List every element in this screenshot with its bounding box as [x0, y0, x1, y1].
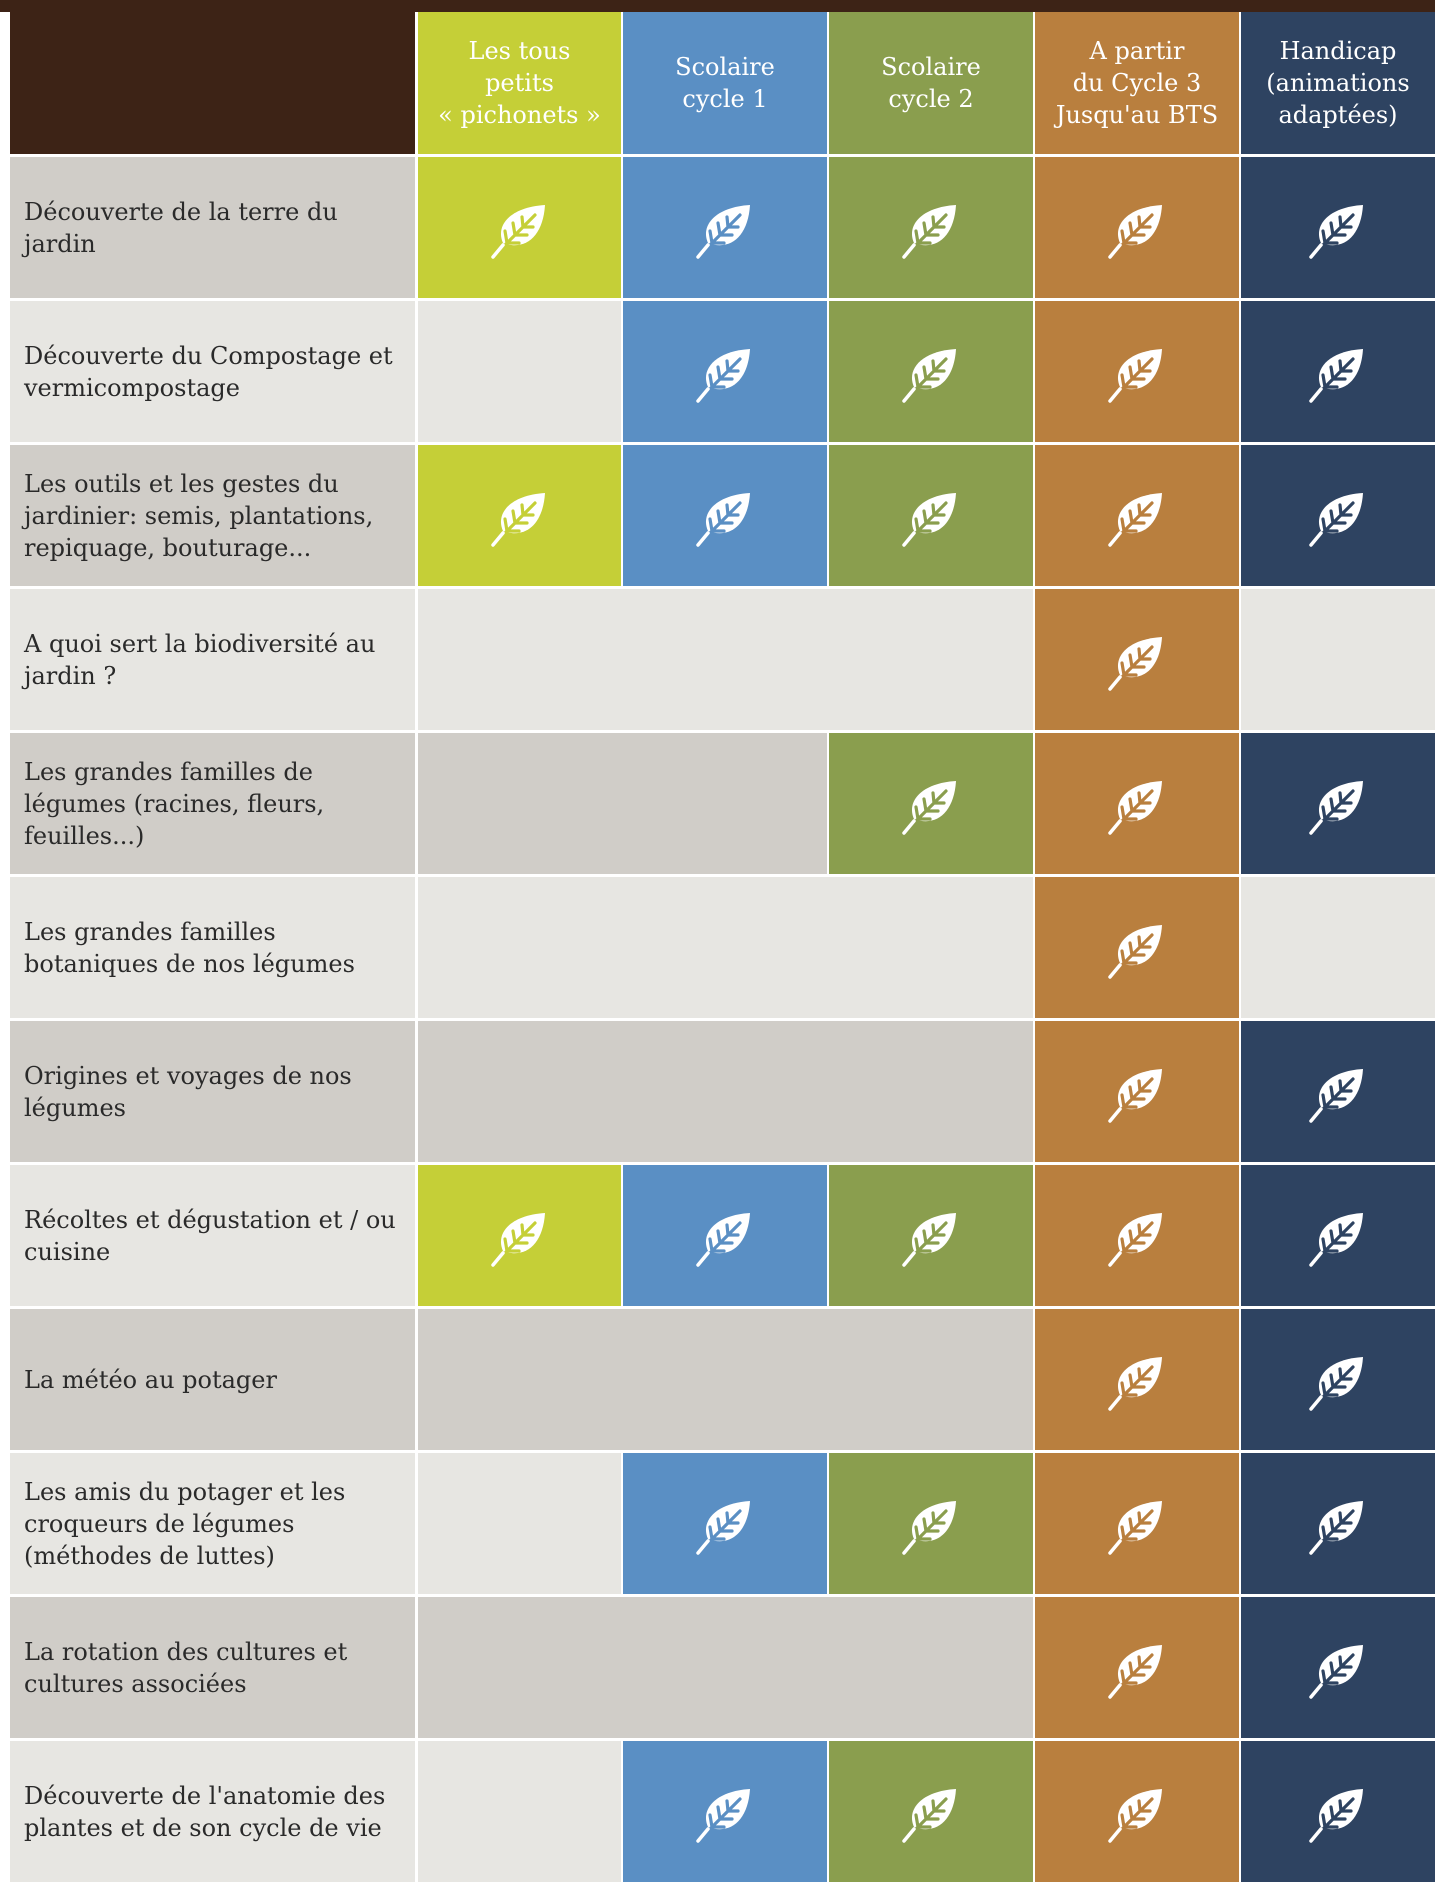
cell-cycle1 [623, 1453, 827, 1594]
leaf-icon [694, 1493, 756, 1555]
leaf-icon [1106, 1349, 1168, 1411]
leaf-icon [694, 1781, 756, 1843]
cell-pichonets [418, 445, 621, 586]
cell-cycle3 [1035, 733, 1239, 874]
leaf-icon [489, 197, 551, 259]
leaf-icon [1307, 1493, 1369, 1555]
leaf-icon [1307, 1349, 1369, 1411]
row-label: Origines et voyages de nos légumes [10, 1021, 415, 1162]
column-header-cycle2: Scolaire cycle 2 [829, 12, 1033, 154]
leaf-icon [1106, 629, 1168, 691]
row-label: Les grandes familles de légumes (racines, fleurs, feuilles...) [10, 733, 415, 874]
cell-cycle3 [1035, 1741, 1239, 1882]
leaf-icon [900, 341, 962, 403]
cell-cycle2 [829, 1165, 1033, 1306]
leaf-icon [1106, 1205, 1168, 1267]
leaf-icon [1106, 773, 1168, 835]
leaf-icon [900, 773, 962, 835]
header-corner [10, 12, 415, 154]
leaf-icon [900, 1781, 962, 1843]
leaf-icon [694, 1205, 756, 1267]
empty-cell [1241, 877, 1435, 1018]
cell-handicap [1241, 1597, 1435, 1738]
cell-cycle3 [1035, 1309, 1239, 1450]
cell-cycle3 [1035, 1165, 1239, 1306]
leaf-icon [900, 485, 962, 547]
cell-cycle3 [1035, 445, 1239, 586]
leaf-icon [1307, 1061, 1369, 1123]
row-label: Les amis du potager et les croqueurs de légumes (méthodes de luttes) [10, 1453, 415, 1594]
empty-cell [418, 1741, 621, 1882]
leaf-icon [1307, 197, 1369, 259]
empty-cell [418, 589, 1033, 730]
row-label: Les outils et les gestes du jardinier: semis, plantations, repiquage, bouturage... [10, 445, 415, 586]
leaf-icon [694, 341, 756, 403]
row-label: Récoltes et dégustation et / ou cuisine [10, 1165, 415, 1306]
leaf-icon [1307, 1205, 1369, 1267]
leaf-icon [900, 1205, 962, 1267]
leaf-icon [1307, 485, 1369, 547]
cell-handicap [1241, 733, 1435, 874]
leaf-icon [1106, 1061, 1168, 1123]
column-header-cycle3: A partir du Cycle 3 Jusqu'au BTS [1035, 12, 1239, 154]
cell-cycle3 [1035, 1021, 1239, 1162]
row-label: Découverte du Compostage et vermicompostage [10, 301, 415, 442]
column-header-pichonets: Les tous petits « pichonets » [418, 12, 621, 154]
leaf-icon [1106, 197, 1168, 259]
row-label: A quoi sert la biodiversité au jardin ? [10, 589, 415, 730]
empty-cell [418, 301, 621, 442]
leaf-icon [694, 485, 756, 547]
cell-cycle2 [829, 157, 1033, 298]
cell-handicap [1241, 301, 1435, 442]
cell-cycle2 [829, 1453, 1033, 1594]
cell-cycle3 [1035, 301, 1239, 442]
cell-cycle1 [623, 445, 827, 586]
header-band [0, 0, 1435, 12]
leaf-icon [1106, 917, 1168, 979]
leaf-icon [1106, 1493, 1168, 1555]
cell-cycle3 [1035, 877, 1239, 1018]
empty-cell [418, 877, 1033, 1018]
row-label: Les grandes familles botaniques de nos légumes [10, 877, 415, 1018]
cell-handicap [1241, 445, 1435, 586]
row-label: La météo au potager [10, 1309, 415, 1450]
cell-handicap [1241, 1021, 1435, 1162]
empty-cell [418, 1453, 621, 1594]
column-header-handicap: Handicap (animations adaptées) [1241, 12, 1435, 154]
leaf-icon [1106, 341, 1168, 403]
cell-pichonets [418, 1165, 621, 1306]
cell-cycle2 [829, 1741, 1033, 1882]
leaf-icon [1307, 1637, 1369, 1699]
row-label: Découverte de l'anatomie des plantes et de son cycle de vie [10, 1741, 415, 1882]
cell-cycle1 [623, 1165, 827, 1306]
cell-handicap [1241, 1165, 1435, 1306]
cell-cycle1 [623, 1741, 827, 1882]
leaf-icon [1106, 1637, 1168, 1699]
cell-cycle2 [829, 445, 1033, 586]
leaf-icon [489, 485, 551, 547]
leaf-icon [1307, 1781, 1369, 1843]
row-label: Découverte de la terre du jardin [10, 157, 415, 298]
cell-handicap [1241, 1453, 1435, 1594]
row-label: La rotation des cultures et cultures associées [10, 1597, 415, 1738]
column-header-cycle1: Scolaire cycle 1 [623, 12, 827, 154]
cell-pichonets [418, 157, 621, 298]
leaf-icon [694, 197, 756, 259]
leaf-icon [489, 1205, 551, 1267]
cell-cycle3 [1035, 1597, 1239, 1738]
empty-cell [418, 1021, 1033, 1162]
empty-cell [1241, 589, 1435, 730]
cell-cycle1 [623, 157, 827, 298]
empty-cell [418, 1309, 1033, 1450]
leaf-icon [1106, 1781, 1168, 1843]
leaf-icon [1307, 773, 1369, 835]
leaf-icon [1106, 485, 1168, 547]
empty-cell [418, 1597, 1033, 1738]
empty-cell [418, 733, 827, 874]
cell-cycle2 [829, 301, 1033, 442]
cell-cycle2 [829, 733, 1033, 874]
cell-cycle3 [1035, 157, 1239, 298]
cell-handicap [1241, 1309, 1435, 1450]
leaf-icon [900, 1493, 962, 1555]
cell-cycle3 [1035, 589, 1239, 730]
leaf-icon [1307, 341, 1369, 403]
cell-handicap [1241, 1741, 1435, 1882]
cell-handicap [1241, 157, 1435, 298]
leaf-icon [900, 197, 962, 259]
cell-cycle1 [623, 301, 827, 442]
cell-cycle3 [1035, 1453, 1239, 1594]
